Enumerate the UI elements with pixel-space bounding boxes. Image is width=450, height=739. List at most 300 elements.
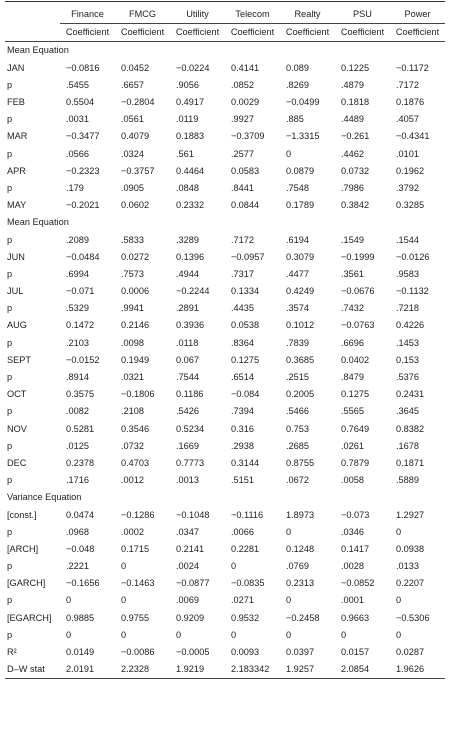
table-cell: .2685 xyxy=(286,440,309,451)
table-cell: 0 xyxy=(286,148,292,159)
table-cell: 0.2141 xyxy=(176,543,205,554)
table-cell: −0.1286 xyxy=(121,509,155,520)
table-cell: 0.2146 xyxy=(121,320,150,331)
table-cell: 0.0583 xyxy=(231,165,260,176)
table-cell: −0.1999 xyxy=(341,251,375,262)
table-cell: .6514 xyxy=(231,372,254,383)
table-cell: 0 xyxy=(176,629,182,640)
table-cell: .0848 xyxy=(176,182,199,193)
table-cell: 0 xyxy=(231,629,237,640)
table-cell: −0.261 xyxy=(341,131,370,142)
section-label: Variance Equation xyxy=(7,492,82,503)
table-cell: −0.0957 xyxy=(231,251,265,262)
row-label: p xyxy=(7,337,13,348)
column-header: Utility xyxy=(170,6,225,24)
table-cell: .561 xyxy=(176,148,194,159)
table-cell: .0732 xyxy=(121,440,144,451)
table-row xyxy=(5,575,445,592)
table-cell: .5889 xyxy=(396,475,419,486)
table-cell: 1.8973 xyxy=(286,509,315,520)
table-row xyxy=(5,146,445,163)
row-label: p xyxy=(7,440,13,451)
table-row xyxy=(5,627,445,644)
table-cell: 0 xyxy=(121,561,127,572)
table-cell: .7218 xyxy=(396,303,419,314)
table-row xyxy=(5,369,445,386)
row-label: [ARCH] xyxy=(7,543,39,554)
sub-header: Coefficient xyxy=(115,24,170,42)
table-cell: .9927 xyxy=(231,114,254,125)
table-cell: .7172 xyxy=(231,234,254,245)
table-cell: .7986 xyxy=(341,182,364,193)
table-cell: 0.9532 xyxy=(231,612,260,623)
table-row xyxy=(5,249,445,266)
table-row xyxy=(5,77,445,94)
table-cell: 0.9663 xyxy=(341,612,370,623)
table-row xyxy=(5,506,445,523)
section-label: Mean Equation xyxy=(7,217,69,228)
table-cell: 0.8382 xyxy=(396,423,425,434)
table-cell: .7839 xyxy=(286,337,309,348)
table-cell: −1.3315 xyxy=(286,131,320,142)
table-cell: 0.2207 xyxy=(396,578,425,589)
sub-header: Coefficient xyxy=(390,24,445,42)
table-cell: .6696 xyxy=(341,337,364,348)
table-cell: 0.7649 xyxy=(341,423,370,434)
table-cell: 0.3842 xyxy=(341,200,370,211)
table-cell: .2103 xyxy=(66,337,89,348)
table-cell: 0.3285 xyxy=(396,200,425,211)
table-cell: −0.0484 xyxy=(66,251,100,262)
table-cell: .0058 xyxy=(341,475,364,486)
table-cell: 0.1472 xyxy=(66,320,95,331)
table-cell: −0.0126 xyxy=(396,251,430,262)
table-cell: .3561 xyxy=(341,268,364,279)
row-label: p xyxy=(7,475,13,486)
table-cell: 0.2332 xyxy=(176,200,205,211)
table-cell: .0321 xyxy=(121,372,144,383)
table-cell: −0.0086 xyxy=(121,647,155,658)
table-cell: .2938 xyxy=(231,440,254,451)
row-label: NOV xyxy=(7,423,27,434)
table-cell: .0271 xyxy=(231,595,254,606)
row-label: p xyxy=(7,268,13,279)
table-row xyxy=(5,661,445,679)
table-cell: −0.5306 xyxy=(396,612,430,623)
table-cell: 0.5504 xyxy=(66,97,95,108)
table-cell: .0133 xyxy=(396,561,419,572)
table-cell: .4477 xyxy=(286,268,309,279)
table-row xyxy=(5,317,445,334)
sub-header: Coefficient xyxy=(280,24,335,42)
table-cell: .7172 xyxy=(396,79,419,90)
row-label: SEPT xyxy=(7,354,31,365)
table-cell: −0.1806 xyxy=(121,389,155,400)
table-cell: .0672 xyxy=(286,475,309,486)
table-cell: −0.2244 xyxy=(176,286,210,297)
table-cell: .3792 xyxy=(396,182,419,193)
table-row xyxy=(5,163,445,180)
table-cell: .1716 xyxy=(66,475,89,486)
table-cell: 0.2005 xyxy=(286,389,315,400)
row-label: p xyxy=(7,372,13,383)
corner-cell xyxy=(5,6,60,24)
table-cell: 0.0149 xyxy=(66,647,95,658)
table-row xyxy=(5,111,445,128)
table-cell: 0.0474 xyxy=(66,509,95,520)
table-cell: 1.2927 xyxy=(396,509,425,520)
table-cell: −0.084 xyxy=(231,389,260,400)
table-row xyxy=(5,421,445,438)
table-cell: −0.0877 xyxy=(176,578,210,589)
section-label: Mean Equation xyxy=(7,45,69,56)
table-cell: .885 xyxy=(286,114,304,125)
table-cell: 0.1962 xyxy=(396,165,425,176)
row-label: MAY xyxy=(7,200,27,211)
table-cell: −0.0763 xyxy=(341,320,375,331)
table-cell: 0.5281 xyxy=(66,423,95,434)
table-cell: 0 xyxy=(341,629,347,640)
row-label: p xyxy=(7,406,13,417)
table-cell: .5376 xyxy=(396,372,419,383)
table-cell: 0.0157 xyxy=(341,647,370,658)
table-cell: .0346 xyxy=(341,526,364,537)
table-cell: .6994 xyxy=(66,268,89,279)
table-cell: −0.2458 xyxy=(286,612,320,623)
table-cell: 0.316 xyxy=(231,423,254,434)
table-row xyxy=(5,197,445,214)
table-cell: .0069 xyxy=(176,595,199,606)
table-cell: .2577 xyxy=(231,148,254,159)
table-cell: 0.0938 xyxy=(396,543,425,554)
table-cell: 0 xyxy=(121,595,127,606)
table-cell: 0.4226 xyxy=(396,320,425,331)
table-cell: 0.1818 xyxy=(341,97,370,108)
table-cell: .0347 xyxy=(176,526,199,537)
row-label: MAR xyxy=(7,131,28,142)
table-cell: 0.4079 xyxy=(121,131,150,142)
table-cell: 0.1186 xyxy=(176,389,204,400)
table-cell: 0.3936 xyxy=(176,320,205,331)
table-row xyxy=(5,231,445,248)
table-cell: −0.2323 xyxy=(66,165,100,176)
table-cell: .2221 xyxy=(66,561,89,572)
table-cell: 0.1883 xyxy=(176,131,205,142)
table-cell: .2089 xyxy=(66,234,89,245)
table-cell: .5466 xyxy=(286,406,309,417)
table-row xyxy=(5,558,445,575)
table-cell: 0.3144 xyxy=(231,457,260,468)
table-cell: 0.0272 xyxy=(121,251,150,262)
table-cell: 0.3575 xyxy=(66,389,95,400)
table-cell: 0.0093 xyxy=(231,647,260,658)
table-row xyxy=(5,352,445,369)
table-cell: .0002 xyxy=(121,526,144,537)
table-row xyxy=(5,300,445,317)
sub-header: Coefficient xyxy=(335,24,390,42)
row-label: R² xyxy=(7,647,17,658)
table-cell: .5151 xyxy=(231,475,254,486)
table-cell: 0.089 xyxy=(286,62,309,73)
table-cell: 0.1275 xyxy=(341,389,370,400)
table-row xyxy=(5,403,445,420)
sub-header: Coefficient xyxy=(170,24,225,42)
table-row xyxy=(5,128,445,145)
table-cell: .0852 xyxy=(231,79,254,90)
row-label: JUN xyxy=(7,251,25,262)
table-cell: −0.0005 xyxy=(176,647,210,658)
table-cell: .4879 xyxy=(341,79,364,90)
table-cell: .1549 xyxy=(341,234,364,245)
table-cell: 0.0602 xyxy=(121,200,150,211)
row-label: D–W stat xyxy=(5,661,60,679)
table-cell: .4462 xyxy=(341,148,364,159)
table-cell: 0 xyxy=(231,561,237,572)
row-label: OCT xyxy=(7,389,27,400)
table-cell: .0024 xyxy=(176,561,199,572)
row-label: p xyxy=(7,79,13,90)
table-cell: 1.9219 xyxy=(170,661,225,679)
table-cell: .1544 xyxy=(396,234,419,245)
table-cell: 0 xyxy=(286,629,292,640)
table-cell: .0066 xyxy=(231,526,254,537)
row-label: FEB xyxy=(7,97,25,108)
table-cell: 0.0006 xyxy=(121,286,150,297)
table-cell: .0098 xyxy=(121,337,144,348)
table-cell: .1669 xyxy=(176,440,199,451)
table-cell: 0.1225 xyxy=(341,62,370,73)
table-cell: .3289 xyxy=(176,234,199,245)
table-row xyxy=(5,180,445,197)
table-cell: 0 xyxy=(396,526,402,537)
table-cell: .2515 xyxy=(286,372,309,383)
table-cell: 0 xyxy=(66,629,72,640)
table-cell: −0.048 xyxy=(66,543,95,554)
table-cell: 0.1012 xyxy=(286,320,315,331)
table-cell: 0.5234 xyxy=(176,423,205,434)
table-cell: .2108 xyxy=(121,406,144,417)
table-cell: .5329 xyxy=(66,303,89,314)
table-cell: −0.1132 xyxy=(396,286,429,297)
table-cell: 0.1715 xyxy=(121,543,150,554)
table-cell: 0.0732 xyxy=(341,165,370,176)
table-cell: 0.4249 xyxy=(286,286,315,297)
section-row xyxy=(5,42,445,60)
table-cell: .179 xyxy=(66,182,84,193)
table-cell: 0.9755 xyxy=(121,612,150,623)
row-label: DEC xyxy=(7,457,27,468)
table-cell: −0.0676 xyxy=(341,286,375,297)
section-row xyxy=(5,489,445,506)
table-cell: .2891 xyxy=(176,303,199,314)
table-cell: 0.0402 xyxy=(341,354,370,365)
table-cell: .3574 xyxy=(286,303,309,314)
table-cell: .0119 xyxy=(176,114,199,125)
table-row xyxy=(5,524,445,541)
table-cell: .3645 xyxy=(396,406,419,417)
table-cell: .8479 xyxy=(341,372,364,383)
table-cell: 0.9209 xyxy=(176,612,205,623)
table-cell: 0.4703 xyxy=(121,457,150,468)
table-cell: 0.4917 xyxy=(176,97,205,108)
table-cell: −0.0499 xyxy=(286,97,320,108)
table-cell: 0 xyxy=(66,595,72,606)
table-cell: .8269 xyxy=(286,79,309,90)
table-cell: .0031 xyxy=(66,114,89,125)
table-cell: −0.1048 xyxy=(176,509,210,520)
corner-cell xyxy=(5,24,60,42)
table-cell: −0.2021 xyxy=(66,200,100,211)
table-cell: −0.0852 xyxy=(341,578,375,589)
table-body xyxy=(5,42,445,679)
table-cell: 0.9885 xyxy=(66,612,95,623)
table-cell: .5455 xyxy=(66,79,89,90)
table-row xyxy=(5,94,445,111)
row-label: [EGARCH] xyxy=(7,612,52,623)
table-cell: 0.753 xyxy=(286,423,309,434)
table-cell: 0.2431 xyxy=(396,389,425,400)
table-cell: −0.1463 xyxy=(121,578,155,589)
section-row xyxy=(5,214,445,231)
table-cell: .7548 xyxy=(286,182,309,193)
table-cell: .0012 xyxy=(121,475,144,486)
column-header-row xyxy=(5,6,445,24)
table-cell: 0.0397 xyxy=(286,647,315,658)
table-cell: −0.4341 xyxy=(396,131,430,142)
table-row xyxy=(5,541,445,558)
table-cell: .9941 xyxy=(121,303,144,314)
table-cell: .0324 xyxy=(121,148,144,159)
table-cell: .4489 xyxy=(341,114,364,125)
row-label: APR xyxy=(7,165,26,176)
table-cell: .0082 xyxy=(66,406,89,417)
table-cell: .7573 xyxy=(121,268,144,279)
table-cell: 0.0844 xyxy=(231,200,260,211)
table-cell: .0905 xyxy=(121,182,144,193)
table-row xyxy=(5,386,445,403)
table-cell: 0.153 xyxy=(396,354,419,365)
table-cell: .8364 xyxy=(231,337,254,348)
table-cell: 0.0879 xyxy=(286,165,315,176)
table-cell: −0.071 xyxy=(66,286,95,297)
table-cell: 0.1789 xyxy=(286,200,315,211)
row-label: p xyxy=(7,629,13,640)
column-header: Power xyxy=(390,6,445,24)
table-cell: −0.0835 xyxy=(231,578,265,589)
table-row xyxy=(5,283,445,300)
table-row xyxy=(5,335,445,352)
sub-header-row xyxy=(5,24,445,42)
column-header: Realty xyxy=(280,6,335,24)
sub-header: Coefficient xyxy=(60,24,115,42)
table-cell: .0125 xyxy=(66,440,89,451)
table-cell: .5565 xyxy=(341,406,364,417)
table-cell: .0101 xyxy=(396,148,419,159)
table-cell: 0 xyxy=(121,629,127,640)
table-cell: 0.0452 xyxy=(121,62,150,73)
table-cell: .0566 xyxy=(66,148,89,159)
table-row xyxy=(5,266,445,283)
table-cell: 2.0854 xyxy=(335,661,390,679)
table-cell: 0.2313 xyxy=(286,578,315,589)
table-cell: .4944 xyxy=(176,268,199,279)
table-cell: .1678 xyxy=(396,440,419,451)
column-header: Telecom xyxy=(225,6,280,24)
table-cell: .0561 xyxy=(121,114,144,125)
table-cell: 0 xyxy=(396,629,402,640)
row-label: p xyxy=(7,148,13,159)
table-cell: 0 xyxy=(286,526,292,537)
table-cell: 0.2378 xyxy=(66,457,95,468)
table-cell: −0.3709 xyxy=(231,131,265,142)
table-cell: .5426 xyxy=(176,406,199,417)
table-cell: 0.0538 xyxy=(231,320,260,331)
table-cell: 2.2328 xyxy=(115,661,170,679)
table-cell: 0.3685 xyxy=(286,354,315,365)
row-label: p xyxy=(7,303,13,314)
table-cell: 2.0191 xyxy=(60,661,115,679)
table-cell: −0.1172 xyxy=(396,62,429,73)
table-cell: .5833 xyxy=(121,234,144,245)
table-cell: −0.3477 xyxy=(66,131,100,142)
table-cell: −0.2804 xyxy=(121,97,155,108)
table-row xyxy=(5,60,445,77)
table-row xyxy=(5,592,445,609)
table-cell: 0.8755 xyxy=(286,457,315,468)
table-cell: .1453 xyxy=(396,337,419,348)
table-cell: −0.3757 xyxy=(121,165,155,176)
table-cell: .7432 xyxy=(341,303,364,314)
table-cell: 0.7879 xyxy=(341,457,370,468)
table-cell: −0.0224 xyxy=(176,62,210,73)
table-row xyxy=(5,472,445,489)
table-cell: .9056 xyxy=(176,79,199,90)
table-cell: .0769 xyxy=(286,561,309,572)
table-cell: .0968 xyxy=(66,526,89,537)
table-cell: .0118 xyxy=(176,337,199,348)
table-cell: 0 xyxy=(286,595,292,606)
row-label: p xyxy=(7,595,13,606)
table-cell: 2.183342 xyxy=(225,661,280,679)
table-cell: 1.9626 xyxy=(390,661,445,679)
table-cell: .9583 xyxy=(396,268,419,279)
table-cell: 1.9257 xyxy=(280,661,335,679)
table-cell: 0.1417 xyxy=(341,543,370,554)
table-cell: 0.1275 xyxy=(231,354,260,365)
column-header: FMCG xyxy=(115,6,170,24)
table-cell: .7317 xyxy=(231,268,254,279)
table-cell: 0.4464 xyxy=(176,165,205,176)
table-cell: .7544 xyxy=(176,372,199,383)
table-cell: 0.067 xyxy=(176,354,199,365)
table-cell: −0.073 xyxy=(341,509,370,520)
table-cell: −0.1656 xyxy=(66,578,100,589)
table-cell: 0.1871 xyxy=(396,457,425,468)
table-cell: .0013 xyxy=(176,475,199,486)
table-cell: .4057 xyxy=(396,114,419,125)
table-cell: 0.3079 xyxy=(286,251,315,262)
table-cell: 0.1949 xyxy=(121,354,150,365)
sub-header: Coefficient xyxy=(225,24,280,42)
row-label: p xyxy=(7,234,13,245)
table-cell: 0.0029 xyxy=(231,97,260,108)
table-cell: 0.2281 xyxy=(231,543,260,554)
row-label: [const.] xyxy=(7,509,37,520)
table-cell: .0028 xyxy=(341,561,364,572)
regression-table xyxy=(5,6,445,679)
row-label: p xyxy=(7,114,13,125)
table-cell: .8441 xyxy=(231,182,254,193)
